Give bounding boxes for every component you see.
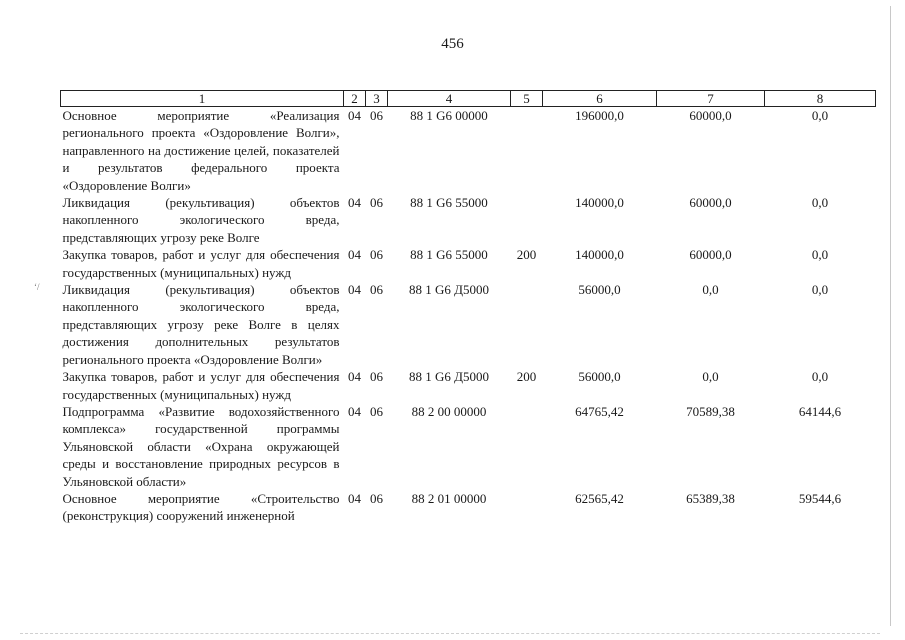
table-row xyxy=(61,281,876,368)
row-target-code: 88 1 G6 Д5000 xyxy=(408,369,489,385)
row-description: Основное мероприятие «Реализация регионального проекта «Оздоровление Волги», направленного на достижение целей, показателей и результатов федерального проекта «Оздоровление Волги» xyxy=(62,108,340,193)
row-section: 04 xyxy=(348,369,361,385)
scan-speck: ʻ/ xyxy=(34,282,40,292)
row-amount-3: 64144,6 xyxy=(798,403,842,419)
row-description: Ликвидация (рекультивация) объектов накопленного экологического вреда, представляющих угрозу реке Волге xyxy=(62,195,340,245)
row-amount-2: 60000,0 xyxy=(689,108,732,123)
header-cell: 2 xyxy=(344,91,366,107)
row-amount-1: 56000,0 xyxy=(578,282,621,298)
row-subsection: 06 xyxy=(370,195,383,211)
row-amount-1: 64765,42 xyxy=(575,403,624,419)
scan-artifact-line xyxy=(20,632,880,634)
row-section: 04 xyxy=(348,282,361,298)
table-row xyxy=(61,246,876,281)
header-cell: 6 xyxy=(543,91,657,107)
row-subsection: 06 xyxy=(370,490,383,506)
header-cell: 7 xyxy=(657,91,765,107)
row-description: Закупка товаров, работ и услуг для обеспечения государственных (муниципальных) нужд xyxy=(62,369,340,402)
header-row xyxy=(61,91,876,107)
row-section: 04 xyxy=(348,490,361,506)
row-subsection: 06 xyxy=(370,403,383,419)
row-amount-1: 56000,0 xyxy=(578,369,621,385)
row-expense-type xyxy=(511,281,543,368)
row-target-code: 88 2 00 00000 xyxy=(411,403,487,419)
row-section: 04 xyxy=(348,247,361,263)
row-amount-2: 0,0 xyxy=(702,369,719,385)
header-cell: 1 xyxy=(61,91,344,107)
header-cell: 3 xyxy=(366,91,388,107)
row-amount-1: 140000,0 xyxy=(575,195,624,211)
row-description: Подпрограмма «Развитие водохозяйственного комплекса» государственной программы Ульяновской области «Охрана окружающей среды и восстановление природных ресурсов в Ульяновской области» xyxy=(62,403,340,489)
row-target-code: 88 2 01 00000 xyxy=(411,490,487,506)
row-subsection: 06 xyxy=(370,282,383,298)
row-subsection: 06 xyxy=(370,247,383,263)
row-amount-1: 62565,42 xyxy=(575,490,624,506)
row-expense-type xyxy=(511,194,543,246)
row-target-code: 88 1 G6 55000 xyxy=(410,195,488,211)
row-amount-2: 0,0 xyxy=(702,282,719,298)
table-row xyxy=(61,194,876,246)
header-cell: 5 xyxy=(511,91,543,107)
row-amount-3: 59544,6 xyxy=(798,490,842,506)
row-target-code: 88 1 G6 55000 xyxy=(410,247,488,263)
page-number: 456 xyxy=(441,36,464,52)
header-cell: 8 xyxy=(765,91,876,107)
row-description: Закупка товаров, работ и услуг для обеспечения государственных (муниципальных) нужд xyxy=(62,247,340,280)
row-target-code: 88 1 G6 00000 xyxy=(410,108,488,123)
page-edge xyxy=(890,6,891,626)
row-subsection: 06 xyxy=(370,108,383,123)
row-section: 04 xyxy=(348,195,361,211)
row-amount-2: 65389,38 xyxy=(686,490,735,506)
table-row xyxy=(61,403,876,490)
row-target-code: 88 1 G6 Д5000 xyxy=(408,282,489,298)
row-section: 04 xyxy=(348,108,361,123)
budget-table xyxy=(60,90,876,525)
row-amount-3: 0,0 xyxy=(811,369,829,385)
row-expense-type xyxy=(511,403,543,490)
table-row xyxy=(61,107,876,195)
row-subsection: 06 xyxy=(370,369,383,385)
row-amount-2: 60000,0 xyxy=(689,195,732,211)
row-expense-type xyxy=(511,107,543,195)
row-amount-2: 60000,0 xyxy=(689,247,732,263)
row-expense-type: 200 xyxy=(516,247,537,263)
row-amount-3: 0,0 xyxy=(811,195,829,211)
row-expense-type: 200 xyxy=(516,369,537,385)
row-amount-1: 140000,0 xyxy=(575,247,624,263)
row-description: Ликвидация (рекультивация) объектов накопленного экологического вреда, представляющих угрозу реке Волге в целях достижения дополнительных результатов регионального проекта «Оздоровление Волги» xyxy=(62,282,340,367)
row-description: Основное мероприятие «Строительство (реконструкция) сооружений инженерной xyxy=(62,490,340,524)
row-section: 04 xyxy=(348,403,361,419)
header-cell: 4 xyxy=(388,91,511,107)
row-amount-3: 0,0 xyxy=(811,247,829,263)
table-row xyxy=(61,490,876,525)
row-amount-3: 0,0 xyxy=(811,108,829,123)
row-amount-1: 196000,0 xyxy=(575,108,624,123)
table-row xyxy=(61,368,876,403)
row-amount-3: 0,0 xyxy=(811,282,829,298)
row-expense-type xyxy=(511,490,543,525)
row-amount-2: 70589,38 xyxy=(686,403,735,419)
